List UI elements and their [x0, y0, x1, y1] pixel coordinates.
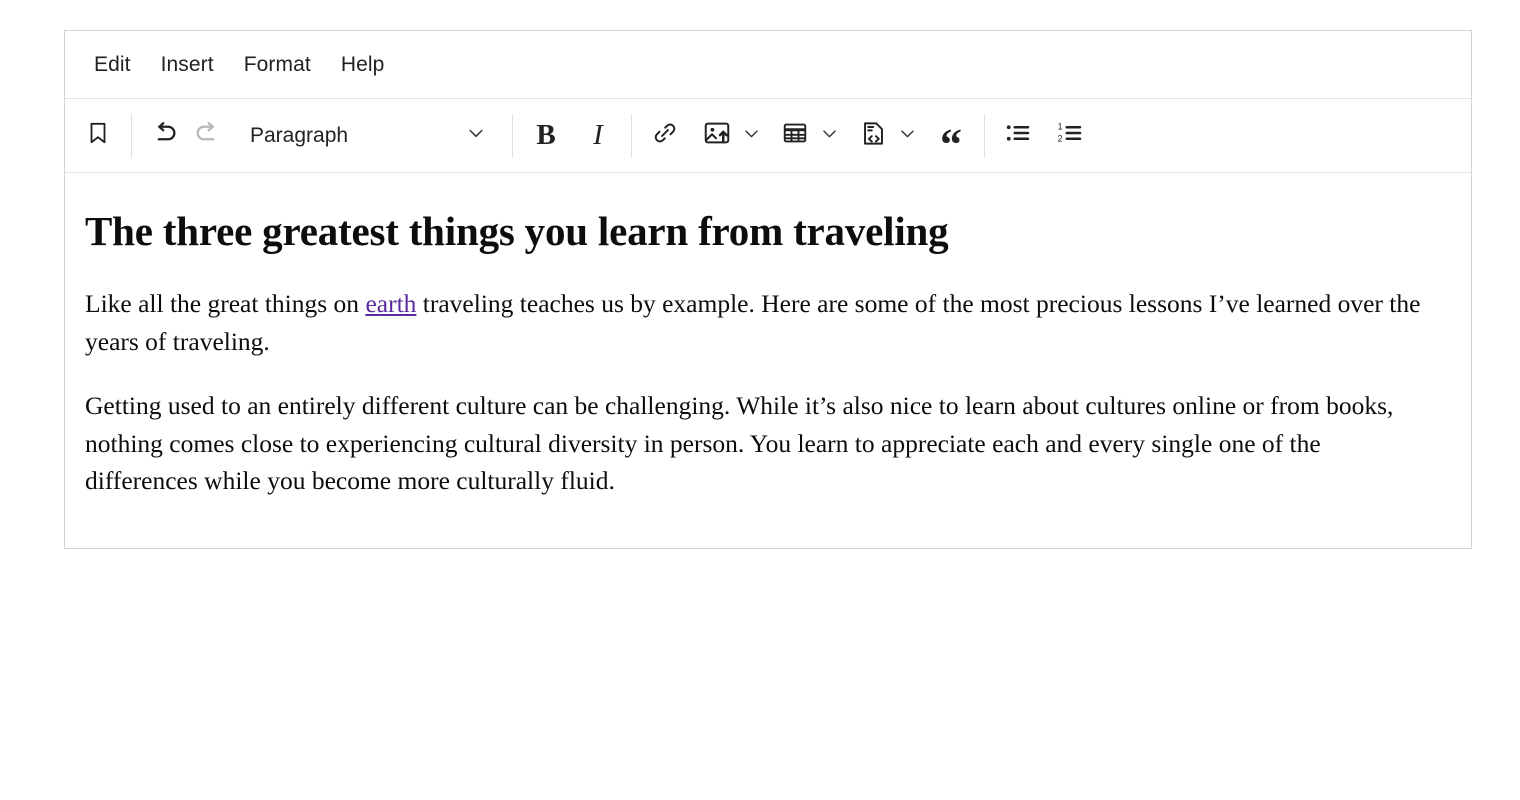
insert-image-button[interactable] [696, 114, 738, 158]
document-editable-area[interactable] [65, 173, 1471, 548]
paragraph-2[interactable]: Getting used to an entirely different culture can be challenging. While it’s also nice to learn about cultures online or from books, nothing comes close to experiencing cultural diversity in person. You learn to appreciate each and every single one of the differences while you become more culturally fluid. [85, 390, 1394, 496]
insert-table-button[interactable] [774, 114, 816, 158]
insert-link-button[interactable] [644, 114, 686, 158]
rich-text-editor [64, 30, 1472, 549]
code-embed-icon [859, 119, 888, 153]
chevron-down-icon [466, 123, 486, 148]
bold-button[interactable] [525, 114, 567, 158]
italic-button[interactable] [577, 114, 619, 158]
menu-edit[interactable]: Edit [94, 52, 131, 76]
toolbar-separator [984, 114, 985, 158]
bookmark-button[interactable] [77, 114, 119, 158]
block-style-value: Paragraph [250, 123, 349, 147]
bookmark-icon [85, 120, 111, 151]
document-title[interactable]: The three greatest things you learn from traveling [85, 208, 949, 254]
insert-embed-button[interactable] [852, 114, 894, 158]
menu-bar [65, 31, 1471, 99]
blockquote-button[interactable]: “ [940, 119, 962, 169]
menu-format[interactable]: Format [243, 52, 311, 76]
paragraph-1-text-after-link: traveling teaches us by example. Here are some of the most precious lessons I’ve learned over the years of traveling. [85, 289, 1421, 357]
italic-label: I [593, 119, 603, 151]
table-icon [781, 119, 809, 152]
menu-insert[interactable]: Insert [160, 52, 214, 76]
bulleted-list-icon [1003, 118, 1033, 153]
image-options-caret[interactable] [738, 114, 764, 158]
embed-options-caret[interactable] [894, 114, 920, 158]
redo-icon [192, 118, 222, 153]
redo-button[interactable] [186, 114, 228, 158]
paragraph-1[interactable] [85, 285, 1431, 360]
image-upload-icon [702, 118, 732, 153]
block-style-select[interactable] [238, 113, 500, 159]
bold-label: B [536, 119, 556, 151]
toolbar [65, 99, 1471, 173]
numbered-list-button[interactable] [1049, 114, 1091, 158]
numbered-list-icon [1055, 118, 1085, 153]
menu-help[interactable]: Help [340, 52, 385, 76]
chevron-down-icon [820, 124, 839, 148]
toolbar-separator [512, 114, 513, 158]
svg-text:2: 2 [1057, 133, 1063, 144]
chevron-down-icon [742, 124, 761, 148]
svg-text:1: 1 [1057, 121, 1063, 132]
link-icon [651, 119, 679, 152]
undo-icon [150, 118, 180, 153]
toolbar-separator [631, 114, 632, 158]
chevron-down-icon [898, 124, 917, 148]
toolbar-separator [131, 114, 132, 158]
earth-link[interactable]: earth [365, 289, 417, 319]
undo-button[interactable] [144, 114, 186, 158]
bulleted-list-button[interactable] [997, 114, 1039, 158]
paragraph-1-text-before-link: Like all the great things on [85, 289, 366, 319]
table-options-caret[interactable] [816, 114, 842, 158]
